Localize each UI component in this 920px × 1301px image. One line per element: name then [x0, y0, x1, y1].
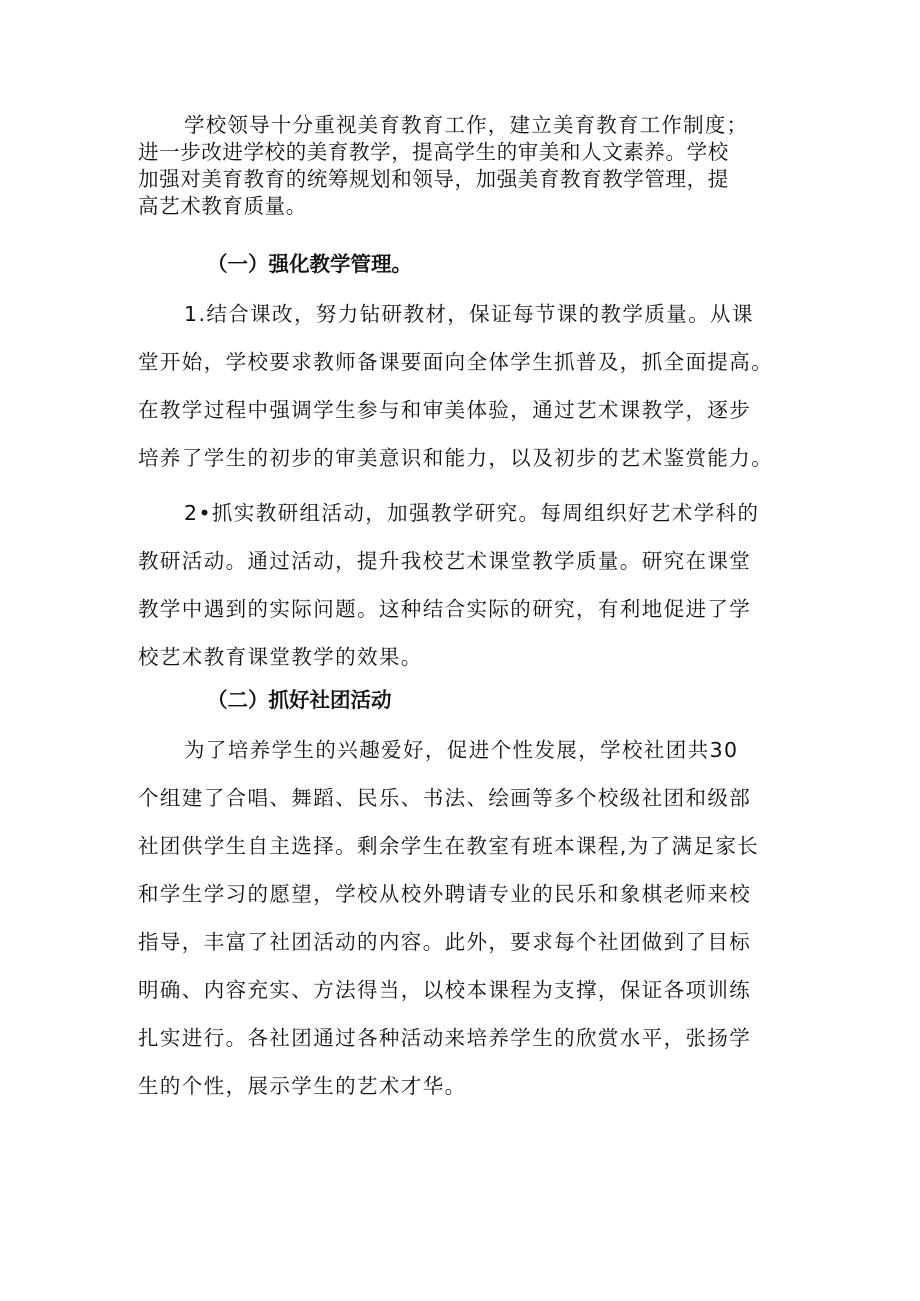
club-line: 社团供学生自主选择。剩余学生在教室有班本课程,为了满足家长 — [138, 834, 760, 858]
intro-paragraph — [138, 112, 798, 220]
item-1-line: 在教学过程中强调学生参与和审美体验，通过艺术课教学，逐步 — [138, 398, 752, 422]
section-heading-1: （一）强化教学管理。 — [207, 252, 412, 276]
item-2-line: 校艺术教育课堂教学的效果。 — [138, 645, 423, 669]
section-heading-2: （二）抓好社团活动 — [207, 688, 392, 712]
item-1-line: 堂开始，学校要求教师备课要面向全体学生抓普及，抓全面提高。 — [138, 350, 774, 374]
club-line: 为了培养学生的兴趣爱好，促进个性发展，学校社团共30 — [184, 738, 739, 762]
club-line: 个组建了合唱、舞蹈、民乐、书法、绘画等多个校级社团和级部 — [138, 786, 752, 810]
item-2-paragraph — [138, 489, 798, 681]
intro-line: 高艺术教育质量。 — [138, 194, 307, 218]
club-line: 生的个性，展示学生的艺术才华。 — [138, 1074, 467, 1098]
item-1-line: 1.结合课改，努力钻研教材，保证每节课的教学质量。从课 — [184, 302, 754, 326]
club-line: 和学生学习的愿望，学校从校外聘请专业的民乐和象棋老师来校 — [138, 882, 752, 906]
item-2-line: 2•抓实教研组活动，加强教学研究。每周组织好艺术学科的 — [184, 501, 760, 525]
intro-line: 进一步改进学校的美育教学，提高学生的审美和人文素养。学校 — [138, 140, 729, 164]
club-line: 扎实进行。各社团通过各种活动来培养学生的欣赏水平，张扬学 — [138, 1026, 752, 1050]
item-2-line: 教学中遇到的实际问题。这种结合实际的研究，有利地促进了学 — [138, 597, 752, 621]
club-line: 明确、内容充实、方法得当，以校本课程为支撑，保证各项训练 — [138, 978, 752, 1002]
intro-line: 加强对美育教育的统筹规划和领导，加强美育教育教学管理，提 — [138, 167, 729, 191]
item-2-line: 教研活动。通过活动，提升我校艺术课堂教学质量。研究在课堂 — [138, 549, 752, 573]
intro-line: 学校领导十分重视美育教育工作，建立美育教育工作制度； — [184, 113, 749, 137]
item-1-line: 培养了学生的初步的审美意识和能力，以及初步的艺术鉴赏能力。 — [138, 446, 774, 470]
item-1-paragraph — [138, 290, 798, 482]
club-paragraph — [138, 726, 798, 1110]
club-line: 指导，丰富了社团活动的内容。此外，要求每个社团做到了目标 — [138, 930, 752, 954]
